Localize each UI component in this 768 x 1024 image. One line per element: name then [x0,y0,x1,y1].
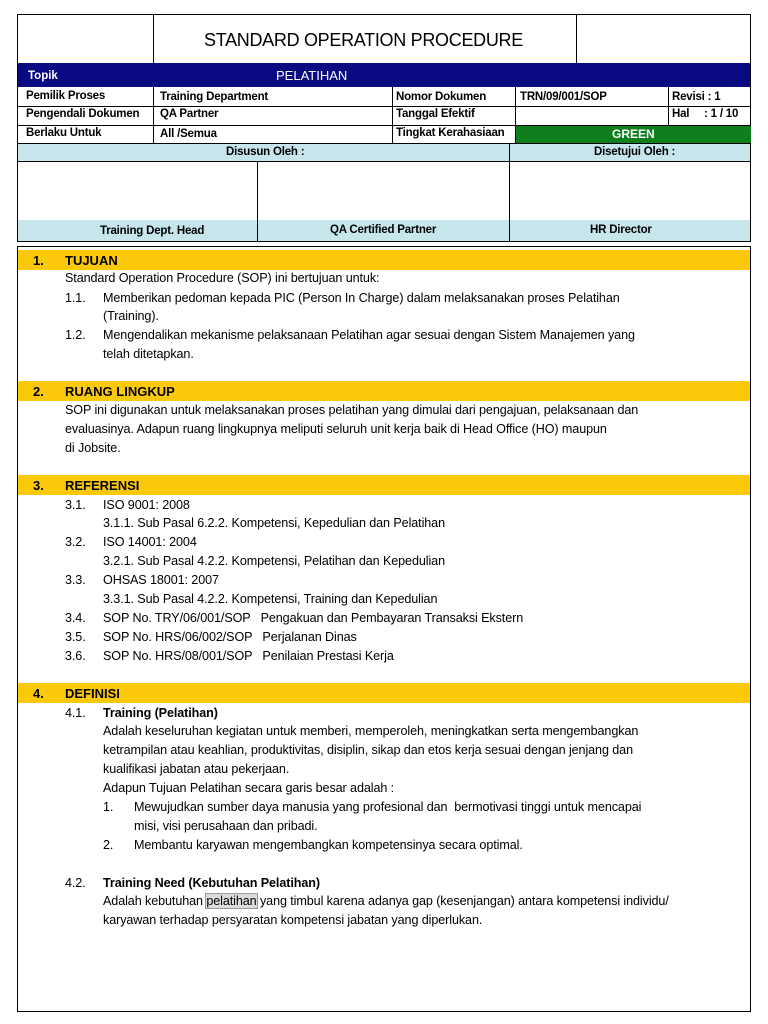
ref-1-num: 3.1. [65,498,86,512]
signature-area [17,161,751,221]
def-1-line4: Adapun Tujuan Pelatihan secara garis besar adalah : [103,781,395,795]
tingkat-label: Tingkat Kerahasiaan [396,127,505,139]
purpose-1-line1: Mewujudkan sumber daya manusia yang profesional dan bermotivasi tinggi untuk mencapai [134,800,642,814]
def-1-line2: ketrampilan atau keahlian, produktivitas, disiplin, sikap dan etos kerja sesuai dengan jenjang dan [103,743,633,757]
section-1-number: 1. [33,253,44,268]
s2-line1: SOP ini digunakan untuk melaksanakan proses pelatihan yang dimulai dari pengajuan, pelaksanaan dan [65,403,639,417]
s1-item1-num: 1.1. [65,291,86,305]
purpose-2-num: 2. [103,838,114,852]
topik-label: Topik [28,70,58,82]
revisi-value: Revisi : 1 [672,91,721,103]
purpose-1-line2: misi, visi perusahaan dan pribadi. [134,819,318,833]
section-2-bar [18,381,750,401]
section-2-number: 2. [33,384,44,399]
section-2-title: RUANG LINGKUP [65,384,175,399]
s1-item1-line2: (Training). [103,309,159,323]
ref-3: OHSAS 18001: 2007 [103,573,219,587]
tingkat-value: GREEN [612,127,655,141]
highlighted-word: pelatihan [206,894,257,908]
s1-item1-line1: Memberikan pedoman kepada PIC (Person In Charge) dalam melaksanakan proses Pelatihan [103,291,620,305]
def-1-title: Training (Pelatihan) [103,706,218,720]
ref-4-num: 3.4. [65,611,86,625]
def-2-line2: karyawan terhadap persyaratan kompetensi jabatan yang diperlukan. [103,913,483,927]
def-1-num: 4.1. [65,706,86,720]
hal-label: Hal [672,108,690,120]
s1-item2-line1: Mengendalikan mekanisme pelaksanaan Pelatihan agar sesuai dengan Sistem Manajemen yang [103,328,635,342]
nomor-value: TRN/09/001/SOP [520,91,607,103]
tingkat-badge [516,126,751,143]
ref-2-sub: 3.2.1. Sub Pasal 4.2.2. Kompetensi, Pelatihan dan Kepedulian [103,554,445,568]
signature-names-row [17,220,751,242]
def-2-post: yang timbul karena adanya gap (kesenjangan) antara kompetensi individu/ [256,894,669,908]
approval-header-row [17,144,751,162]
purpose-1-num: 1. [103,800,114,814]
berlaku-value: All /Semua [160,128,217,140]
section-3-bar [18,475,750,495]
section-4-bar [18,683,750,703]
def-1-line3: kualifikasi jabatan atau pekerjaan. [103,762,290,776]
s1-item2-line2: telah ditetapkan. [103,347,194,361]
nomor-label: Nomor Dokumen [396,91,487,103]
s2-line2: evaluasinya. Adapun ruang lingkupnya meliputi seluruh unit kerja baik di Head Office (HO) maupun [65,422,607,436]
pemilik-value: Training Department [160,91,269,103]
document-title: STANDARD OPERATION PROCEDURE [204,30,523,50]
ref-1: ISO 9001: 2008 [103,498,190,512]
hal-value: : 1 / 10 [704,108,739,120]
purpose-2: Membantu karyawan mengembangkan kompetensinya secara optimal. [134,838,523,852]
ref-6-num: 3.6. [65,649,86,663]
section-3-number: 3. [33,478,44,493]
def-2-pre: Adalah kebutuhan [103,894,207,908]
section-4-number: 4. [33,686,44,701]
s2-line3: di Jobsite. [65,441,121,455]
signer-hr-director: HR Director [590,224,652,236]
section-4-title: DEFINISI [65,686,120,701]
topik-value: PELATIHAN [276,68,348,83]
berlaku-label: Berlaku Untuk [26,127,102,139]
ref-4: SOP No. TRY/06/001/SOP Pengakuan dan Pembayaran Transaksi Ekstern [103,611,524,625]
ref-3-num: 3.3. [65,573,86,587]
def-2-line1 [103,894,669,908]
title-row [17,14,751,64]
s1-intro: Standard Operation Procedure (SOP) ini bertujuan untuk: [65,271,380,285]
disusun-label: Disusun Oleh : [226,146,305,158]
signer-training-head: Training Dept. Head [100,225,205,237]
topik-row [18,63,750,87]
s1-item2-num: 1.2. [65,328,86,342]
ref-2-num: 3.2. [65,535,86,549]
ref-1-sub: 3.1.1. Sub Pasal 6.2.2. Kompetensi, Kepedulian dan Pelatihan [103,516,445,530]
ref-6: SOP No. HRS/08/001/SOP Penilaian Prestasi Kerja [103,649,394,663]
pengendali-value: QA Partner [160,108,219,120]
tanggal-label: Tanggal Efektif [396,108,475,120]
def-2-num: 4.2. [65,876,86,890]
signer-qa-partner: QA Certified Partner [330,224,437,236]
ref-3-sub: 3.3.1. Sub Pasal 4.2.2. Kompetensi, Training dan Kepedulian [103,592,438,606]
ref-5-num: 3.5. [65,630,86,644]
ref-2: ISO 14001: 2004 [103,535,197,549]
pemilik-label: Pemilik Proses [26,90,106,102]
disetujui-label: Disetujui Oleh : [594,146,676,158]
info-grid [17,87,751,144]
section-3-title: REFERENSI [65,478,140,493]
def-2-title: Training Need (Kebutuhan Pelatihan) [103,876,320,890]
section-1-title: TUJUAN [65,253,118,268]
def-1-line1: Adalah keseluruhan kegiatan untuk memberi, memperoleh, meningkatkan serta mengembangkan [103,724,639,738]
section-1-bar [18,250,750,270]
pengendali-label: Pengendali Dokumen [26,108,140,120]
ref-5: SOP No. HRS/06/002/SOP Perjalanan Dinas [103,630,357,644]
